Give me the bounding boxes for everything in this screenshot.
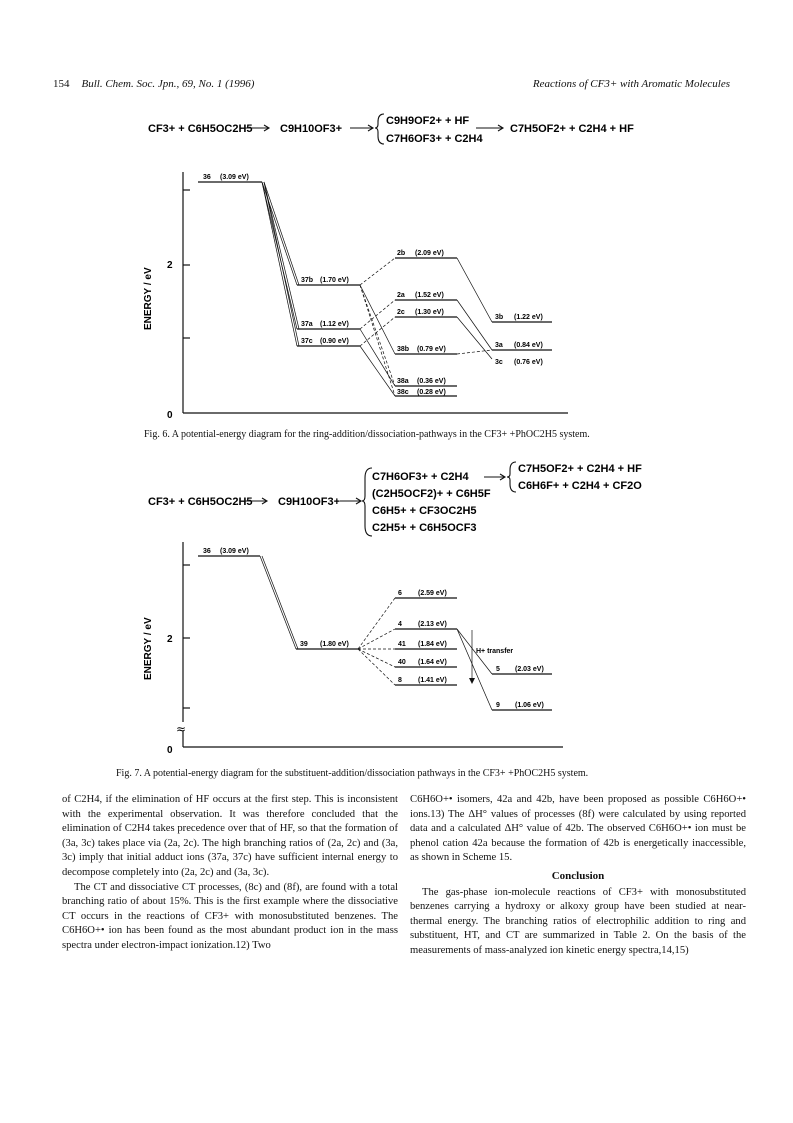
fig6-caption: Fig. 6. A potential-energy diagram for the ring-addition/dissociation-pathways in the CF3+ +PhOC2H5 system.: [144, 429, 590, 440]
fig6-level-2b: 2b: [397, 250, 406, 257]
fig6-y-label: ENERGY / eV: [143, 267, 154, 330]
fig6-level-36: 36: [203, 174, 211, 181]
fig6-level-37a: 37a: [301, 321, 313, 328]
fig6-value-36: (3.09 eV): [220, 174, 249, 181]
fig6-value-3c: (0.76 eV): [514, 359, 543, 366]
fig6-branch2: C7H6OF3+ + C2H4: [386, 133, 483, 145]
fig6-tick-0: 0: [167, 410, 173, 421]
fig7-y-label: ENERGY / eV: [143, 617, 154, 680]
running-header-left: 154 Bull. Chem. Soc. Jpn., 69, No. 1 (1996): [53, 78, 255, 90]
left-paragraph-1: of C2H4, if the elimination of HF occurs at the first step. This is inconsistent with the experimental observation. It was therefore concluded that the elimination of C2H4 takes precedence over that of HF, so that the formation of (3a, 3c) takes place via (2a, 2c). The high branching ratios of (2a, 2c) and (3a, 3c) imply that initial adduct ions (37a, 37c) have sufficient internal energy to decompose completely into (2a, 2c) and (3a, 3c).: [62, 794, 398, 878]
running-header-right: Reactions of CF3+ with Aromatic Molecules: [532, 78, 730, 90]
conclusion-heading: Conclusion: [551, 869, 605, 882]
fig7-value-6: (2.59 eV): [418, 590, 447, 597]
fig6-level-2a: 2a: [397, 292, 405, 299]
fig7-value-41: (1.84 eV): [418, 641, 447, 648]
fig7-axis-break: ≈: [176, 722, 187, 736]
fig7-branch3: C6H5+ + CF3OC2H5: [372, 505, 477, 517]
fig6-reactants: CF3+ + C6H5OC2H5: [148, 123, 253, 135]
figure-7: [0, 450, 793, 770]
fig7-product1: C7H5OF2+ + C2H4 + HF: [518, 463, 642, 475]
fig7-value-40: (1.64 eV): [418, 659, 447, 666]
fig6-adduct: C9H10OF3+: [280, 123, 343, 135]
fig7-h-transfer-label: H+ transfer: [476, 648, 514, 655]
fig7-level-9: 9: [496, 702, 500, 709]
fig6-value-2c: (1.30 eV): [415, 309, 444, 316]
fig7-level-8: 8: [398, 677, 402, 684]
right-paragraph-1: C6H6O+• isomers, 42a and 42b, have been proposed as possible C6H6O+• ions.13) The ΔH° values of processes (8f) were calculated by using reported data and a calculated ΔH° value of 42b. The observed C6H6O+• ion must be phenol cation 42a because the formation of 42b is energetically inaccessible, as shown in Scheme 15.: [410, 794, 746, 864]
fig6-value-38c: (0.28 eV): [417, 389, 446, 396]
fig6-value-38b: (0.79 eV): [417, 346, 446, 353]
fig6-value-3a: (0.84 eV): [514, 342, 543, 349]
fig7-level-36: 36: [203, 548, 211, 555]
fig7-tick-0: 0: [167, 745, 173, 756]
fig7-tick-2: 2: [167, 634, 173, 645]
fig7-value-39: (1.80 eV): [320, 641, 349, 648]
fig7-value-9: (1.06 eV): [515, 702, 544, 709]
fig7-scheme: [148, 463, 642, 534]
fig6-level-3b: 3b: [495, 314, 504, 321]
fig7-level-41: 41: [398, 641, 406, 648]
fig6-value-37a: (1.12 eV): [320, 321, 349, 328]
fig7-product2: C6H6F+ + C2H4 + CF2O: [518, 480, 642, 492]
fig7-value-36: (3.09 eV): [220, 548, 249, 555]
fig7-level-5: 5: [496, 666, 500, 673]
fig6-value-2b: (2.09 eV): [415, 250, 444, 257]
fig6-value-37b: (1.70 eV): [320, 277, 349, 284]
fig7-reactants: CF3+ + C6H5OC2H5: [148, 496, 253, 508]
fig6-value-2a: (1.52 eV): [415, 292, 444, 299]
fig7-level-40: 40: [398, 659, 406, 666]
fig6-level-37b: 37b: [301, 277, 314, 284]
fig6-level-2c: 2c: [397, 309, 405, 316]
fig6-scheme: [148, 115, 634, 145]
fig7-level-4: 4: [398, 621, 402, 628]
right-paragraph-2: The gas-phase ion-molecule reactions of CF3+ with monosubstituted benzenes carrying a hydroxy or alkoxy group have been studied at near-thermal energy. The branching ratios of electrophilic addition to ring and substituent, HT, and CT are summarized in Table 2. On the basis of the measurements of mass-analyzed ion kinetic energy spectra,14,15): [410, 886, 746, 956]
fig7-level-6: 6: [398, 590, 402, 597]
fig6-value-3b: (1.22 eV): [514, 314, 543, 321]
fig7-value-5: (2.03 eV): [515, 666, 544, 673]
fig6-branch1: C9H9OF2+ + HF: [386, 115, 470, 127]
fig6-level-38c: 38c: [397, 389, 409, 396]
fig7-adduct: C9H10OF3+: [278, 496, 341, 508]
right-column: [410, 793, 746, 959]
fig7-value-4: (2.13 eV): [418, 621, 447, 628]
fig6-value-37c: (0.90 eV): [320, 338, 349, 345]
fig6-level-37c: 37c: [301, 338, 313, 345]
fig6-level-38b: 38b: [397, 346, 410, 353]
left-paragraph-2: The CT and dissociative CT processes, (8c) and (8f), are found with a total branching ratio of about 15%. This is the first example where the dissociative CT occurs in the reactions of CF3+ with monosubstituted benzenes. The C6H6O+• ion has been found as the most abundant product ion in the mass spectra under electron-impact ionization.12) Two: [62, 881, 398, 951]
left-column: [62, 793, 398, 954]
fig7-branch4: C2H5+ + C6H5OCF3: [372, 522, 477, 534]
fig7-level-39: 39: [300, 641, 308, 648]
fig6-tick-2: 2: [167, 260, 173, 271]
fig6-level-3a: 3a: [495, 342, 503, 349]
fig6-value-38a: (0.36 eV): [417, 378, 446, 385]
fig6-level-38a: 38a: [397, 378, 409, 385]
fig6-level-3c: 3c: [495, 359, 503, 366]
fig7-caption: Fig. 7. A potential-energy diagram for the substituent-addition/dissociation pathways in the CF3+ +PhOC2H5 system.: [116, 768, 589, 779]
fig6-product: C7H5OF2+ + C2H4 + HF: [510, 123, 634, 135]
fig7-value-8: (1.41 eV): [418, 677, 447, 684]
fig7-branch1: C7H6OF3+ + C2H4: [372, 471, 469, 483]
fig7-branch2: (C2H5OCF2)+ + C6H5F: [372, 488, 491, 500]
